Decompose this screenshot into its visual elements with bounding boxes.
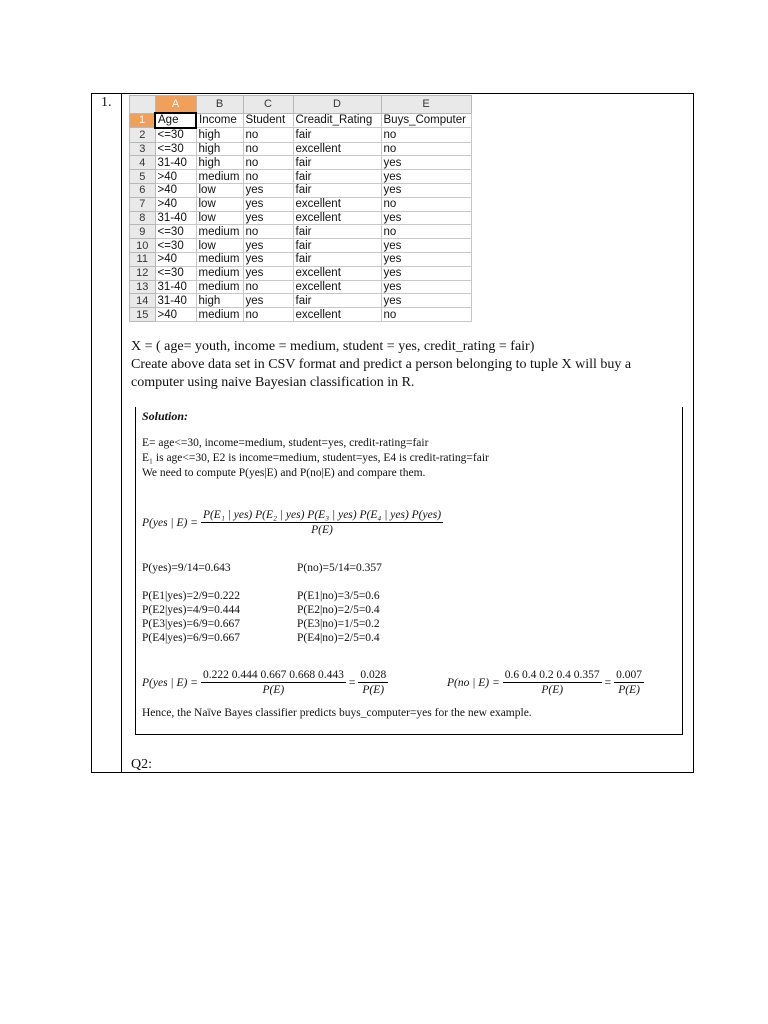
table-row — [130, 197, 472, 211]
table-row — [130, 266, 472, 280]
cell-d: Creadit_Rating — [293, 113, 381, 128]
cell-e: yes — [381, 294, 471, 308]
cell-c: no — [243, 280, 293, 294]
posterior-yes-den: P(E) — [262, 684, 285, 696]
table-row — [130, 211, 472, 225]
cell-c: no — [243, 142, 293, 156]
cell-d: fair — [293, 294, 381, 308]
cell-e: yes — [381, 156, 471, 170]
row-header: 5 — [130, 170, 156, 184]
formula-numerator: P(E₁ | yes) P(E₂ | yes) P(E₃ | yes) P(E₄ | yes) P(yes) — [202, 509, 442, 521]
cell-d: excellent — [293, 197, 381, 211]
row-header: 11 — [130, 252, 156, 266]
row-header: 10 — [130, 239, 156, 253]
table-row — [130, 156, 472, 170]
cell-e: yes — [381, 183, 471, 197]
spreadsheet-image — [129, 95, 472, 322]
question-number: 1. — [101, 95, 112, 110]
solution-line-3: We need to compute P(yes|E) and P(no|E) and compare them. — [142, 467, 426, 479]
row-header: 3 — [130, 142, 156, 156]
cell-e: yes — [381, 280, 471, 294]
row-header: 13 — [130, 280, 156, 294]
table-row — [130, 294, 472, 308]
prior-yes: P(yes)=9/14=0.643 — [142, 562, 231, 574]
cell-b: high — [196, 128, 243, 142]
cell-a: <=30 — [155, 266, 196, 280]
table-row — [130, 252, 472, 266]
table-row — [130, 113, 472, 128]
posterior-no-den: P(E) — [541, 684, 564, 696]
cell-a: >40 — [155, 197, 196, 211]
cell-c: yes — [243, 211, 293, 225]
row-header: 7 — [130, 197, 156, 211]
formula-denominator: P(E) — [311, 524, 333, 536]
cell-c: yes — [243, 252, 293, 266]
table-row — [130, 142, 472, 156]
col-header-a: A — [155, 96, 196, 114]
cell-c: yes — [243, 294, 293, 308]
cell-a: <=30 — [155, 239, 196, 253]
posterior-no-lhs: P(no | E) = — [447, 676, 500, 689]
cell-c: yes — [243, 197, 293, 211]
question-line-3: computer using naive Bayesian classification in R. — [131, 375, 415, 390]
col-header-b: B — [196, 96, 243, 114]
cell-b: high — [196, 142, 243, 156]
solution-line-2: E₁ is age<=30, E2 is income=medium, student=yes, E4 is credit-rating=fair — [142, 452, 489, 464]
row-header: 14 — [130, 294, 156, 308]
cell-e: no — [381, 128, 471, 142]
q2-label: Q2: — [131, 757, 152, 772]
row-header: 1 — [130, 113, 156, 128]
cell-e: yes — [381, 239, 471, 253]
row-header: 9 — [130, 225, 156, 239]
col-header-c: C — [243, 96, 293, 114]
formula-lhs: P(yes | E) = — [142, 516, 198, 529]
table-row — [130, 280, 472, 294]
question-line-2: Create above data set in CSV format and predict a person belonging to tuple X will buy a — [131, 357, 632, 372]
cell-c: no — [243, 128, 293, 142]
cell-e: yes — [381, 266, 471, 280]
cell-d: fair — [293, 239, 381, 253]
cell-a: >40 — [155, 183, 196, 197]
col-header-d: D — [293, 96, 381, 114]
posterior-yes-result: 0.028 — [360, 669, 387, 681]
cell-b: medium — [196, 170, 243, 184]
cell-b: medium — [196, 266, 243, 280]
cell-c: no — [243, 156, 293, 170]
cond-yes-2: P(E2|yes)=4/9=0.444 — [142, 604, 241, 616]
cell-a: >40 — [155, 308, 196, 322]
cell-c: no — [243, 308, 293, 322]
solution-line-1: E= age<=30, income=medium, student=yes, credit-rating=fair — [142, 437, 429, 449]
cell-b: low — [196, 211, 243, 225]
corner-cell — [130, 96, 156, 114]
cond-yes-3: P(E3|yes)=6/9=0.667 — [142, 618, 241, 630]
cell-e: yes — [381, 211, 471, 225]
cell-c: yes — [243, 239, 293, 253]
cond-no-4: P(E4|no)=2/5=0.4 — [297, 632, 380, 644]
row-header: 8 — [130, 211, 156, 225]
column-header-row — [130, 96, 472, 114]
cell-b: medium — [196, 225, 243, 239]
table-row — [130, 170, 472, 184]
cell-b: low — [196, 197, 243, 211]
solution-conclusion: Hence, the Naïve Bayes classifier predicts buys_computer=yes for the new example. — [142, 707, 532, 719]
cell-a: <=30 — [155, 142, 196, 156]
posterior-no — [447, 669, 647, 696]
row-header: 6 — [130, 183, 156, 197]
cell-a: >40 — [155, 170, 196, 184]
posterior-yes-eq: = — [348, 676, 356, 689]
table-row — [130, 128, 472, 142]
tuple-x-text: X = ( age= youth, income = medium, student = yes, credit_rating = fair) — [131, 339, 535, 354]
col-header-e: E — [381, 96, 471, 114]
table-row — [130, 308, 472, 322]
row-header: 12 — [130, 266, 156, 280]
cond-no-3: P(E3|no)=1/5=0.2 — [297, 618, 380, 630]
cell-a: 31-40 — [155, 294, 196, 308]
cell-a: 31-40 — [155, 280, 196, 294]
solution-heading: Solution: — [142, 409, 189, 423]
cell-d: excellent — [293, 266, 381, 280]
cell-d: fair — [293, 183, 381, 197]
cell-c: no — [243, 225, 293, 239]
prior-no: P(no)=5/14=0.357 — [297, 562, 382, 574]
cell-a: <=30 — [155, 128, 196, 142]
posterior-no-num: 0.6 0.4 0.2 0.4 0.357 — [504, 669, 600, 681]
row-header: 4 — [130, 156, 156, 170]
cond-yes-1: P(E1|yes)=2/9=0.222 — [142, 590, 241, 602]
solution-box — [135, 407, 683, 735]
cell-e: no — [381, 308, 471, 322]
cell-a: 31-40 — [155, 211, 196, 225]
cond-no-2: P(E2|no)=2/5=0.4 — [297, 604, 380, 616]
number-column — [92, 94, 122, 772]
table-row — [130, 183, 472, 197]
cell-d: excellent — [293, 308, 381, 322]
table-row — [130, 239, 472, 253]
cell-b: Income — [196, 113, 243, 128]
row-header: 2 — [130, 128, 156, 142]
cond-yes-4: P(E4|yes)=6/9=0.667 — [142, 632, 241, 644]
cell-d: fair — [293, 170, 381, 184]
cell-d: fair — [293, 225, 381, 239]
cell-b: low — [196, 183, 243, 197]
cell-e: yes — [381, 252, 471, 266]
cell-e: no — [381, 197, 471, 211]
posterior-yes-result-den: P(E) — [362, 684, 385, 696]
row-header: 15 — [130, 308, 156, 322]
cell-d: fair — [293, 156, 381, 170]
posterior-yes-num: 0.222 0.444 0.667 0.668 0.443 — [202, 669, 344, 681]
posterior-no-result-den: P(E) — [618, 684, 640, 696]
cell-d: excellent — [293, 280, 381, 294]
cell-d: fair — [293, 252, 381, 266]
cell-b: low — [196, 239, 243, 253]
posterior-no-result: 0.007 — [616, 669, 643, 681]
cell-b: high — [196, 294, 243, 308]
cell-e: Buys_Computer — [381, 113, 471, 128]
cell-b: high — [196, 156, 243, 170]
cell-d: excellent — [293, 142, 381, 156]
posterior-yes-lhs: P(yes | E) = — [142, 676, 198, 689]
posterior-yes — [142, 669, 391, 696]
cell-a: Age — [155, 113, 196, 128]
cell-c: no — [243, 170, 293, 184]
cell-b: medium — [196, 280, 243, 294]
cell-b: medium — [196, 308, 243, 322]
cell-b: medium — [196, 252, 243, 266]
cell-c: yes — [243, 183, 293, 197]
cell-d: fair — [293, 128, 381, 142]
cell-a: >40 — [155, 252, 196, 266]
posterior-no-eq: = — [604, 676, 612, 689]
cell-e: no — [381, 225, 471, 239]
bayes-formula — [142, 509, 446, 536]
cell-c: Student — [243, 113, 293, 128]
cell-c: yes — [243, 266, 293, 280]
cell-d: excellent — [293, 211, 381, 225]
cell-e: yes — [381, 170, 471, 184]
cond-no-1: P(E1|no)=3/5=0.6 — [297, 590, 380, 602]
table-row — [130, 225, 472, 239]
cell-a: 31-40 — [155, 156, 196, 170]
cell-a: <=30 — [155, 225, 196, 239]
cell-e: no — [381, 142, 471, 156]
